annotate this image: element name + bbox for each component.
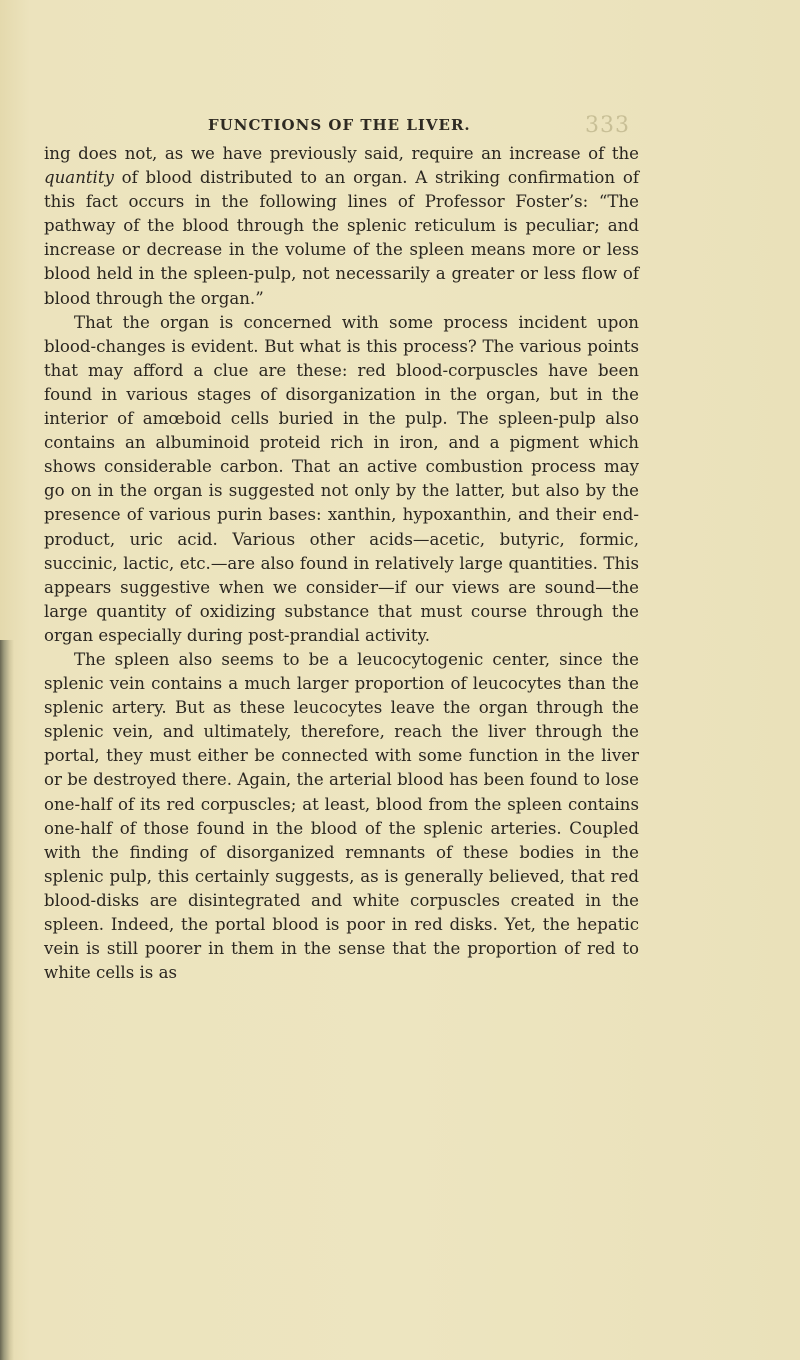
paragraph-2: That the organ is concerned with some process incident upon blood-changes is evident. But what is this process? The various points that may afford a clue are these: red blood-corpuscles have been found in various stages of disorganization in the organ, but in the interior of amœboid cells buried in the pulp. The spleen-pulp also contains an albuminoid proteid rich in iron, and a pigment which shows considerable carbon. That an active combustion process may go on in the organ is suggested not only by the latter, but also by the presence of various purin bases: xanthin, hypoxanthin, and their end-product, uric acid. Various other acids—acetic, butyric, formic, succinic, lactic, etc.—are also found in relatively large quantities. This appears suggestive when we consider—if our views are sound—the large quantity of oxidizing substance that must course through the organ especially during post-prandial activity.: [44, 312, 639, 645]
body-text: [44, 142, 639, 985]
paragraph-1: [44, 142, 639, 311]
page-number: 333: [585, 113, 630, 138]
paragraph-1-emphasis: quantity: [44, 168, 114, 188]
binding-gutter-shadow: [0, 640, 14, 1360]
paragraph-1-before: ing does not, as we have previously said, require an increase of the: [44, 144, 639, 163]
paragraph-1-after: of blood distributed to an organ. A striking confirmation of this fact occurs in the following lines of Professor Foster’s: “The pathway of the blood through the splenic reticulum is peculiar; and increase or decrease in the volume of the spleen means more or less blood held in the spleen-pulp, not necessarily a greater or less flow of blood through the organ.”: [44, 168, 639, 308]
running-head: FUNCTIONS OF THE LIVER.: [208, 116, 471, 134]
paragraph-3: The spleen also seems to be a leucocytogenic center, since the splenic vein contains a much larger proportion of leucocytes than the splenic artery. But as these leucocytes leave the organ through the splenic vein, and ultimately, therefore, reach the liver through the portal, they must either be connected with some function in the liver or be destroyed there. Again, the arterial blood has been found to lose one-half of its red corpuscles; at least, blood from the spleen contains one-half of those found in the blood of the splenic arteries. Coupled with the finding of disorganized remnants of these bodies in the splenic pulp, this certainly suggests, as is generally believed, that red blood-disks are disintegrated and white corpuscles created in the spleen. Indeed, the portal blood is poor in red disks. Yet, the hepatic vein is still poorer in them in the sense that the proportion of red to white cells is as: [44, 649, 639, 983]
